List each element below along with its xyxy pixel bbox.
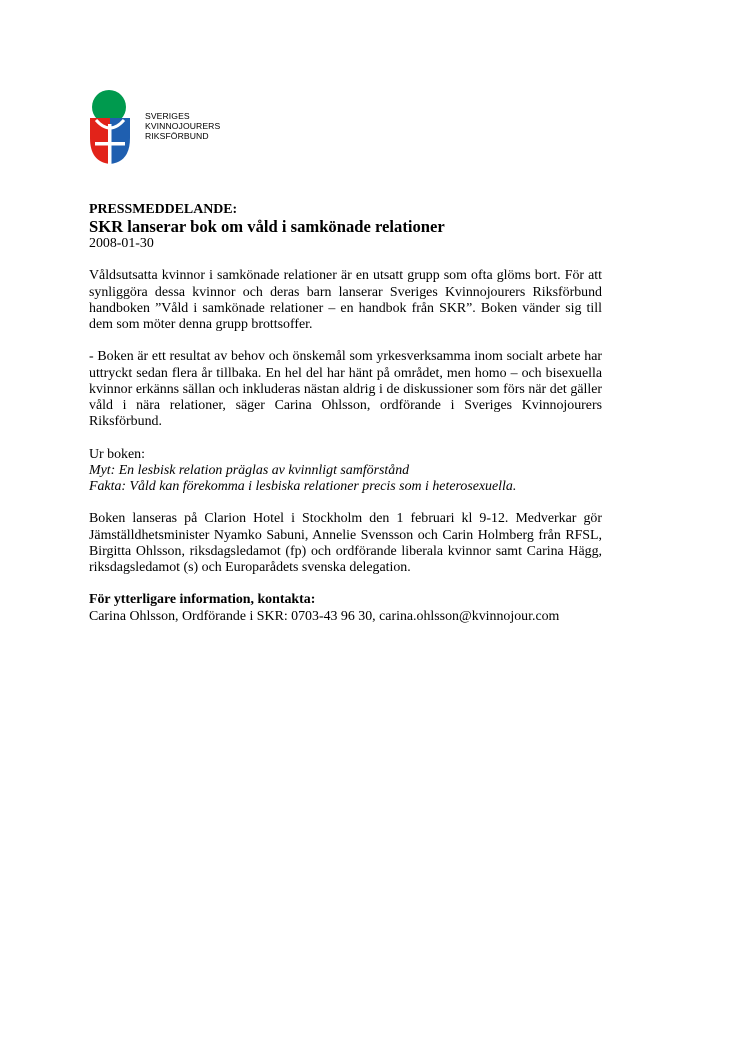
logo-line-1: SVERIGES <box>145 111 190 121</box>
contact-heading: För ytterligare information, kontakta: <box>89 592 316 608</box>
press-release <box>89 202 602 625</box>
paragraph-intro: Våldsutsatta kvinnor i samkönade relationer är en utsatt grupp som ofta glöms bort. För att synliggöra dessa kvinnor och deras barn lanserar Sveriges Kvinnojourers Riksförbund handboken ”Våld i samkönade relationer – en handbok från SKR”. Boken vänder sig till dem som möter denna grupp brottsoffer. <box>89 268 602 333</box>
logo-line-3: RIKSFÖRBUND <box>145 131 209 141</box>
venus-symbol-icon <box>88 90 136 166</box>
release-date: 2008-01-30 <box>89 236 154 252</box>
paragraph-launch: Boken lanseras på Clarion Hotel i Stockholm den 1 februari kl 9-12. Medverkar gör Jämställdhetsminister Nyamko Sabuni, Annelie Svensson och Carin Holmberg från RFSL, Birgitta Ohlsson, riksdagsledamot (fp) och ordförande liberala kvinnor samt Carina Hägg, riksdagsledamot (s) och Europarådets svenska delegation. <box>89 511 602 576</box>
paragraph-quote: - Boken är ett resultat av behov och önskemål som yrkesverksamma inom socialt arbete har uttryckt sedan flera år tillbaka. En hel del har hänt på området, men homo – och bisexuella kvinnor erkänns sällan och inkluderas nästan aldrig i de diskussioner som förs när det gäller våld i nära relationer, säger Carina Ohlsson, ordförande i Sveriges Kvinnojourers Riksförbund. <box>89 349 602 430</box>
headline: SKR lanserar bok om våld i samkönade relationer <box>89 217 445 237</box>
excerpt-fact: Fakta: Våld kan förekomma i lesbiska relationer precis som i heterosexuella. <box>89 479 517 495</box>
press-label: PRESSMEDDELANDE: <box>89 202 238 217</box>
logo-line-2: KVINNOJOURERS <box>145 121 221 131</box>
logo-text <box>145 111 220 141</box>
contact-line: Carina Ohlsson, Ordförande i SKR: 0703-43 96 30, carina.ohlsson@kvinnojour.com <box>89 608 560 624</box>
book-excerpt <box>89 447 602 496</box>
skr-logo <box>88 90 268 166</box>
logo-cross-horizontal <box>95 142 125 146</box>
excerpt-intro: Ur boken: <box>89 446 145 462</box>
contact-section <box>89 592 602 624</box>
excerpt-myth: Myt: En lesbisk relation präglas av kvinnligt samförstånd <box>89 462 410 478</box>
